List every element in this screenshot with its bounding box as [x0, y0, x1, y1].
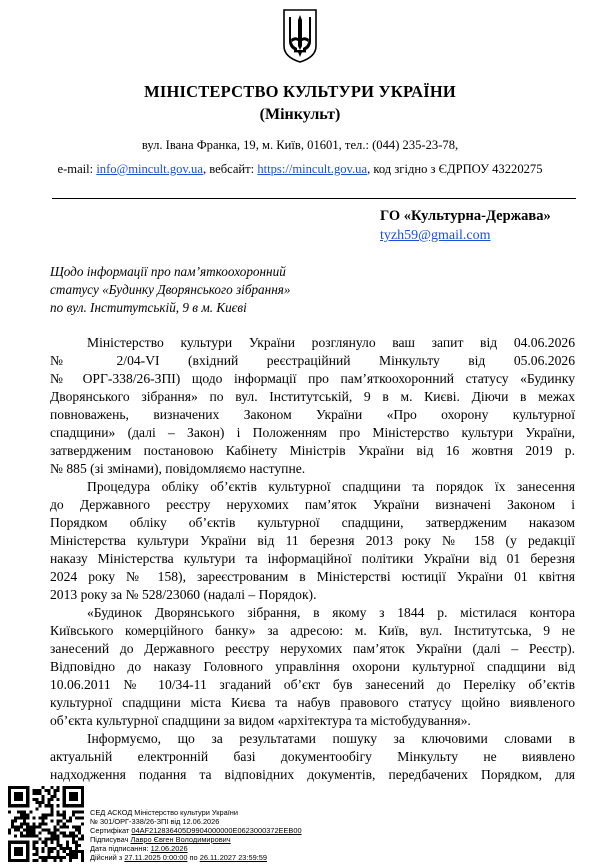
body-line: повноважень, визначених Законом України «Про охорону культурної: [50, 407, 575, 422]
body-line: актуальній електронній базі документообігу Мінкульту не виявлено: [50, 749, 575, 764]
paragraph: [50, 478, 575, 604]
body-line: Інформуємо, що за результатами пошуку за ключовими словами в: [87, 731, 575, 746]
paragraph: [50, 604, 575, 730]
signature-reg-number: № 301/ОРГ-338/26-ЗПІ від 12.06.2026: [90, 817, 220, 826]
body-line: до Державного реєстру нерухомих пам’яток України визначені Законом і: [50, 497, 575, 512]
signer-label: Підписувач: [90, 835, 131, 844]
valid-from: 27.11.2025 0:00:00: [124, 853, 188, 862]
website-label: , вебсайт:: [202, 162, 258, 176]
ministry-address: вул. Івана Франка, 19, м. Київ, 01601, тел.: (044) 235-23-78,: [141, 138, 459, 152]
edrpou-code: , код згідно з ЄДРПОУ 43220275: [367, 162, 543, 176]
qr-code: [8, 786, 84, 862]
body-line: спадщини» (далі – Закон) і Положенням про Міністерство культури України,: [50, 425, 575, 440]
body-line: 10.06.2011 № 10/34-11 згаданий об’єкт був занесений до Переліку об’єктів: [50, 677, 575, 692]
body-line: Відповідно до наказу Головного управління охорони культурної спадщини від: [50, 659, 575, 674]
ministry-website-link[interactable]: https://mincult.gov.ua: [257, 162, 368, 176]
body-line: об’єкта культурної спадщини за видом «архітектура та містобудування».: [50, 713, 471, 728]
letter-subject: [50, 263, 290, 317]
body-line: занесений до Державного реєстру нерухомих пам’яток України (далі – Реєстр).: [50, 641, 575, 656]
signature-certificate: [90, 826, 302, 835]
ministry-contacts: [0, 162, 600, 177]
recipient-email-container: [380, 228, 490, 244]
body-line: 2024 року № 158), зареєстрованим в Міністерстві юстиції України 01 квітня: [50, 569, 575, 584]
ministry-email-link[interactable]: info@mincult.gov.ua: [96, 162, 203, 176]
paragraph: [50, 730, 575, 784]
body-line: Дворянського зібрання» по вул. Інститутській, 9 в м. Києві. Діючи в межах: [50, 389, 575, 404]
subject-line: Щодо інформації про пам’яткоохоронний: [50, 264, 286, 279]
date-label: Дата підписання:: [90, 844, 151, 853]
signature-signer: [90, 835, 302, 844]
body-line: Процедура обліку об’єктів культурної спадщини та порядок їх занесення: [87, 479, 575, 494]
valid-to-label: по: [187, 853, 200, 862]
body-line: наказу Міністерства культури та інформаційної політики України від 01 березня: [50, 551, 575, 566]
signer-value: Лавро Євген Володимирович: [130, 835, 231, 844]
body-line: «Будинок Дворянського зібрання, в якому з 1844 р. містилася контора: [87, 605, 575, 620]
email-label: e-mail:: [57, 162, 97, 176]
body-line: Порядком обліку об’єктів культурної спадщини, затвердженим наказом: [50, 515, 575, 530]
body-line: затвердженим постановою Кабінету Міністрів України від 16 жовтня 2019 р.: [50, 443, 575, 458]
body-line: Міністерство культури України розглянуло ваш запит від 04.06.2026: [87, 335, 575, 350]
ministry-short-name: (Мінкульт): [259, 106, 341, 123]
ministry-name: МІНІСТЕРСТВО КУЛЬТУРИ УКРАЇНИ: [144, 82, 456, 101]
digital-signature-block: [90, 808, 302, 862]
certificate-value: 04AF212836405D9904000000E0623000372EEB00: [131, 826, 302, 835]
body-line: № 2/04-VI (вхідний реєстраційний Мінкульту від 05.06.2026: [50, 353, 575, 368]
signature-system: СЕД АСКОД Міністерство культури України: [90, 808, 239, 817]
header-divider: [52, 198, 576, 199]
recipient-email-link[interactable]: tyzh59@gmail.com: [380, 228, 491, 243]
paragraph: [50, 334, 575, 478]
letter-body: [50, 334, 575, 784]
body-line: надходження подання та відповідних документів, передбачених Порядком, для: [50, 767, 575, 782]
subject-line: по вул. Інститутській, 9 в м. Києві: [50, 300, 247, 315]
body-line: № 885 (зі змінами), повідомляємо наступне.: [50, 461, 306, 476]
valid-to: 26.11.2027 23:59:59: [199, 853, 267, 862]
body-line: 2013 року за № 528/23060 (надалі – Порядок).: [50, 587, 317, 602]
recipient-name: ГО «Культурна-Держава»: [380, 208, 551, 224]
signature-validity: [90, 853, 302, 862]
coat-of-arms-icon: [282, 8, 318, 64]
subject-line: статусу «Будинку Дворянського зібрання»: [50, 282, 291, 297]
signature-date: [90, 844, 302, 853]
body-line: № ОРГ-338/26-ЗПІ) щодо інформації про пам’яткоохоронний статусу «Будинку: [50, 371, 575, 386]
body-line: культурної спадщини міста Києва та набув правового статусу щойно виявленого: [50, 695, 575, 710]
date-value: 12.06.2026: [150, 844, 188, 853]
certificate-label: Сертифікат: [90, 826, 132, 835]
valid-label: Дійсний з: [90, 853, 125, 862]
body-line: Київського комерційного банку» за адресою: м. Київ, вул. Інститутська, 9 не: [50, 623, 575, 638]
body-line: Міністерства культури України від 11 березня 2013 року № 158 (у редакції: [50, 533, 575, 548]
